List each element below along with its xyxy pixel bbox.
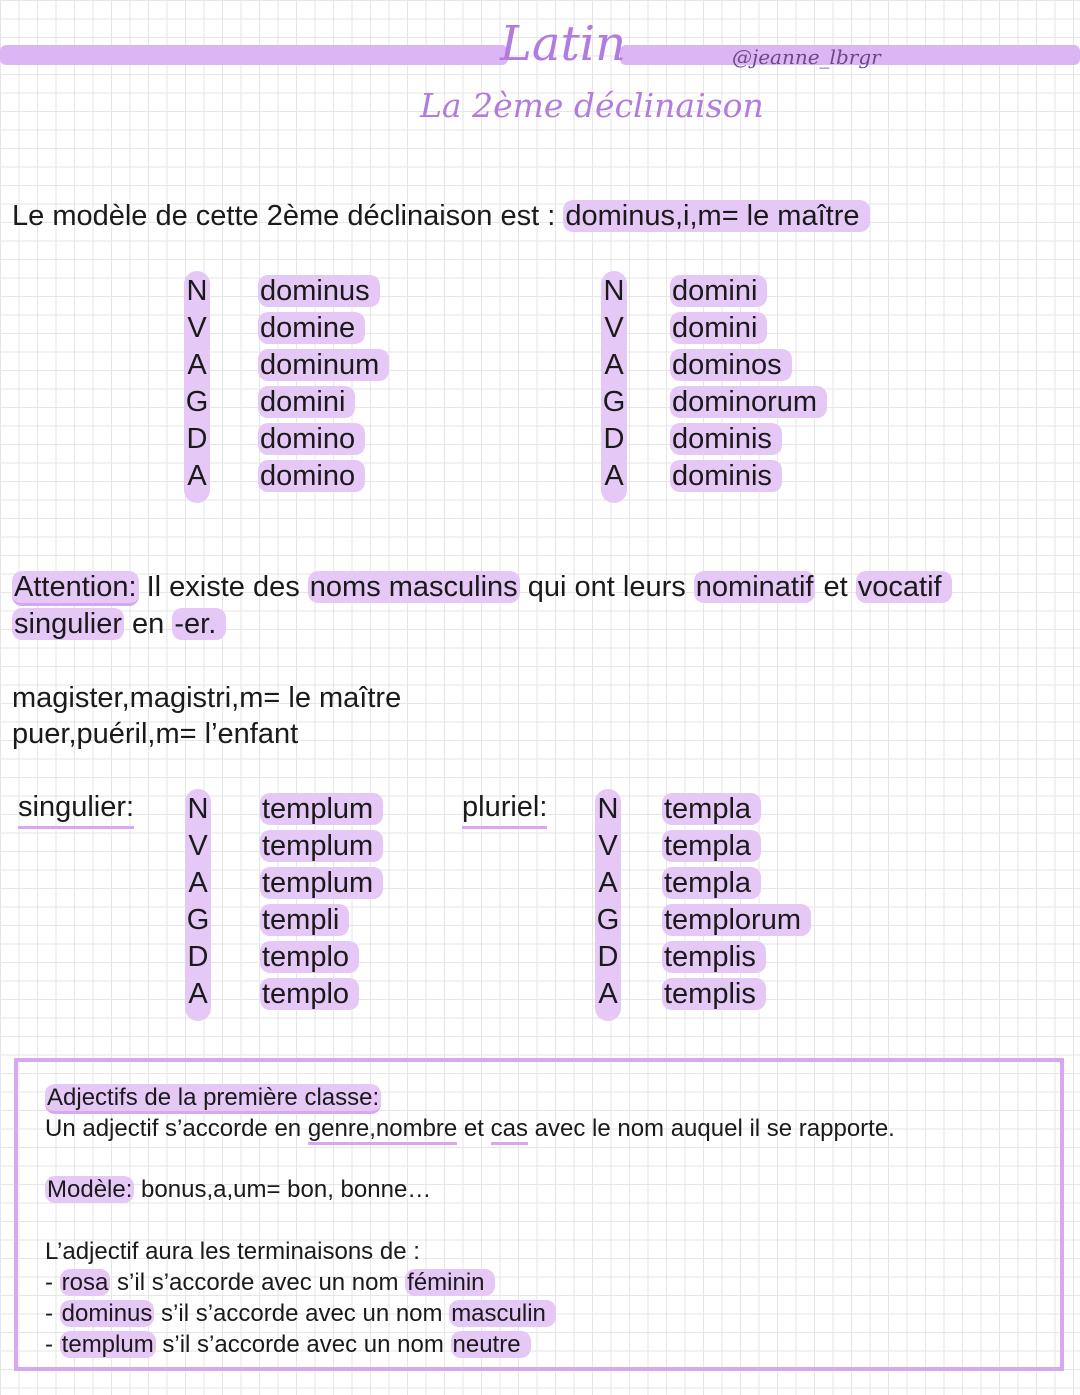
intro-model: dominus,i,m= le maître <box>563 200 869 232</box>
handle-label: @jeanne_lbrgr <box>732 45 881 69</box>
ending-gender: masculin <box>449 1300 556 1327</box>
case-letter: V <box>604 312 624 344</box>
declension-form: templum <box>260 830 383 862</box>
declension-form: dominis <box>670 423 782 455</box>
example-meaning: le maître <box>280 682 402 714</box>
adjectives-rule <box>45 1115 895 1143</box>
declension-form: domino <box>258 460 365 492</box>
ending-masculine <box>45 1300 556 1328</box>
example-word: magister,magistri,m= <box>12 682 281 714</box>
ending-neuter <box>45 1331 531 1359</box>
case-letter: D <box>597 941 619 973</box>
rule-genre: genre, <box>308 1115 376 1145</box>
ending-feminine <box>45 1269 495 1297</box>
case-letter: G <box>596 904 620 936</box>
attention-highlight: vocatif <box>856 571 952 603</box>
attention-highlight: -er. <box>172 608 226 640</box>
declension-form: domini <box>670 312 767 344</box>
declension-form: templis <box>662 978 766 1010</box>
case-letter: A <box>598 978 618 1010</box>
attention-text: et <box>815 571 856 603</box>
example-puer <box>12 718 298 751</box>
attention-line-1 <box>12 571 952 604</box>
attention-line-2 <box>12 608 226 641</box>
declension-form: domini <box>670 275 767 307</box>
case-letter: D <box>603 423 625 455</box>
attention-text: en <box>124 608 173 640</box>
adjectives-heading-line <box>45 1084 381 1112</box>
case-letter: V <box>188 830 208 862</box>
declension-form: templa <box>662 830 761 862</box>
intro-text: Le modèle de cette 2ème déclinaison est : <box>12 200 556 232</box>
case-letter: A <box>187 349 207 381</box>
rule-text: et <box>457 1115 491 1142</box>
declension-form: templum <box>260 793 383 825</box>
attention-highlight: nominatif <box>695 571 814 603</box>
declension-form: dominos <box>670 349 792 381</box>
intro-line <box>12 200 870 233</box>
example-meaning: l’enfant <box>196 718 299 750</box>
case-letter: G <box>185 386 209 418</box>
case-letter: A <box>598 867 618 899</box>
case-letter: A <box>604 460 624 492</box>
rule-text: avec le nom auquel il se rapporte. <box>527 1115 895 1142</box>
model-meaning: bon, bonne… <box>280 1176 432 1203</box>
ending-text: s’il s’accorde avec un nom <box>154 1300 450 1327</box>
dominus-singular-cases <box>184 273 210 495</box>
case-letter: N <box>186 275 208 307</box>
attention-highlight: singulier <box>14 608 122 640</box>
model-label: Modèle: <box>47 1176 133 1203</box>
templum-singular-cases <box>185 791 211 1013</box>
templum-plural-cases <box>595 791 621 1013</box>
dominus-singular-forms <box>258 273 389 495</box>
declension-form: dominorum <box>670 386 827 418</box>
declension-form: templi <box>260 904 349 936</box>
declension-form: templum <box>260 867 383 899</box>
ending-text: s’il s’accorde avec un nom <box>155 1331 451 1358</box>
declension-form: dominum <box>258 349 389 381</box>
declension-form: templa <box>662 793 761 825</box>
declension-form: domine <box>258 312 365 344</box>
list-dash: - <box>45 1331 60 1358</box>
ending-text: s’il s’accorde avec un nom <box>110 1269 406 1296</box>
declension-form: templa <box>662 867 761 899</box>
case-letter: D <box>187 941 209 973</box>
ending-gender: féminin <box>405 1269 494 1296</box>
example-word: puer,puéril,m= <box>12 718 197 750</box>
case-letter: G <box>186 904 210 936</box>
declension-form: dominis <box>670 460 782 492</box>
page-subtitle: La 2ème déclinaison <box>420 86 764 125</box>
rule-text: Un adjectif s’accorde en <box>45 1115 308 1142</box>
header-bar-left <box>0 45 508 65</box>
declension-form: templis <box>662 941 766 973</box>
dominus-plural-forms <box>670 273 827 495</box>
declension-form: domini <box>258 386 355 418</box>
ending-word: rosa <box>61 1269 109 1296</box>
templum-plural-forms <box>662 791 811 1013</box>
case-letter: A <box>604 349 624 381</box>
adjectives-box <box>14 1058 1064 1371</box>
rule-nombre: nombre <box>376 1115 457 1145</box>
declension-form: templo <box>260 978 359 1010</box>
declension-form: templorum <box>662 904 811 936</box>
case-letter: A <box>188 978 208 1010</box>
case-letter: N <box>187 793 209 825</box>
dominus-plural-cases <box>601 273 627 495</box>
ending-gender: neutre <box>451 1331 531 1358</box>
page-title: Latin <box>500 16 627 72</box>
case-letter: A <box>187 460 207 492</box>
case-letter: N <box>603 275 625 307</box>
ending-word: dominus <box>61 1300 153 1327</box>
list-dash: - <box>45 1300 60 1327</box>
model-word: bonus,a,um= <box>134 1176 281 1203</box>
attention-label: Attention: <box>12 571 139 606</box>
attention-text: qui ont leurs <box>519 571 694 603</box>
declension-form: dominus <box>258 275 380 307</box>
endings-intro: L’adjectif aura les terminaisons de : <box>45 1238 420 1265</box>
attention-text: Il existe des <box>138 571 308 603</box>
case-letter: D <box>186 423 208 455</box>
declension-form: domino <box>258 423 365 455</box>
declension-form: templo <box>260 941 359 973</box>
example-magister <box>12 682 401 715</box>
rule-cas: cas <box>491 1115 528 1145</box>
case-letter: N <box>597 793 619 825</box>
ending-word: templum <box>61 1331 154 1358</box>
attention-highlight: noms masculins <box>309 571 518 603</box>
case-letter: V <box>598 830 618 862</box>
templum-singular-forms <box>260 791 383 1013</box>
adjectives-model <box>45 1176 431 1204</box>
case-letter: A <box>188 867 208 899</box>
plural-label: pluriel: <box>462 791 547 829</box>
case-letter: G <box>602 386 626 418</box>
case-letter: V <box>187 312 207 344</box>
singular-label: singulier: <box>18 791 134 829</box>
list-dash: - <box>45 1269 60 1296</box>
adjectives-heading: Adjectifs de la première classe: <box>45 1084 381 1114</box>
